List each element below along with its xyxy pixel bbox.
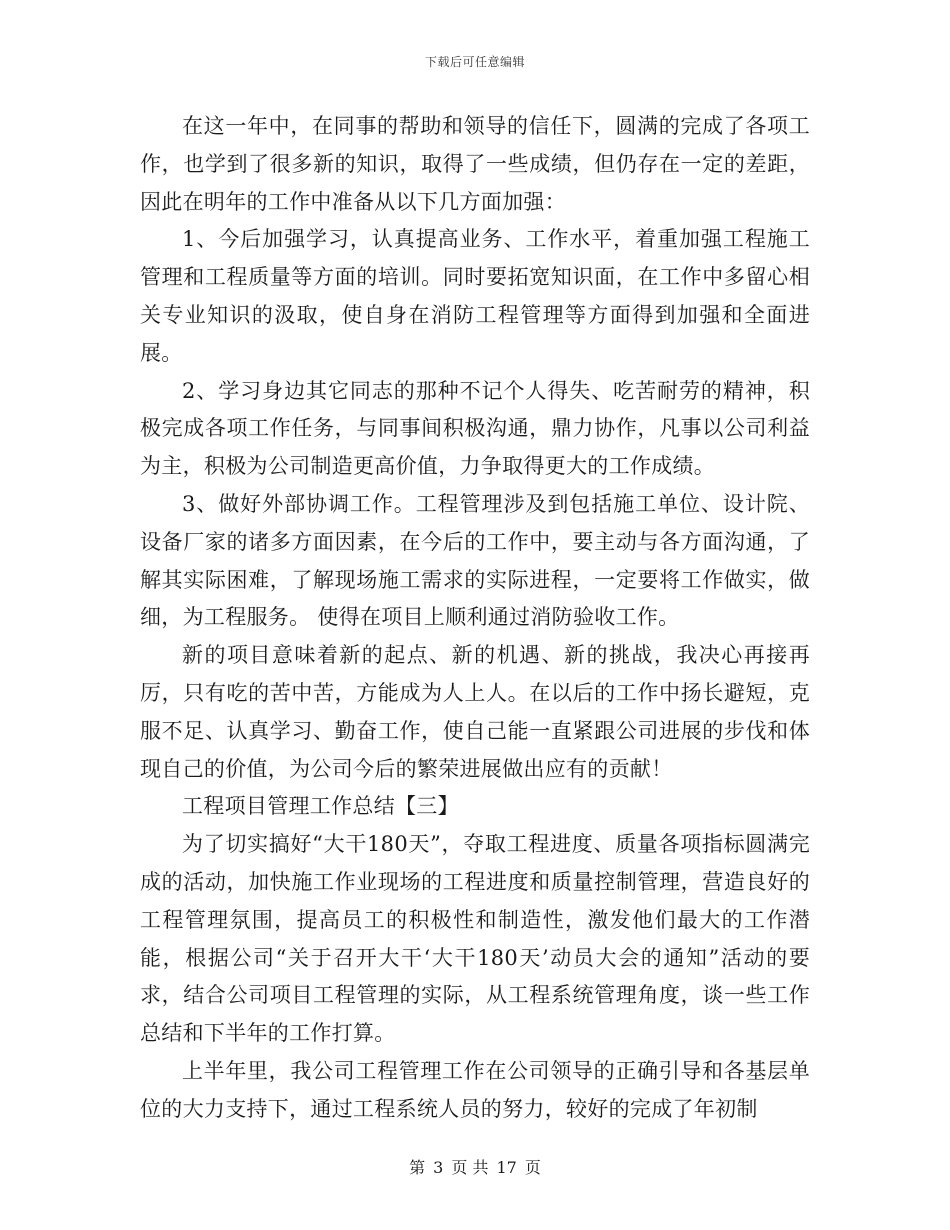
section-heading: 工程项目管理工作总结【三】 [182, 794, 459, 819]
total-pages-number: 17 [496, 1158, 517, 1177]
paragraph-intro: 在这一年中，在同事的帮助和领导的信任下，圆满的完成了各项工作，也学到了很多新的知识，取得了一些成绩，但仍存在一定的差距，因此在明年的工作中准备从以下几方面加强： [140, 114, 810, 214]
paragraph-first-half: 上半年里，我公司工程管理工作在公司领导的正确引导和各基层单位的大力支持下，通过工程系统人员的努力，较好的完成了年初制 [140, 1058, 810, 1121]
current-page-number: 3 [433, 1158, 444, 1177]
page-label-mid: 页 共 [451, 1158, 489, 1177]
paragraph-resolution: 新的项目意味着新的起点、新的机遇、新的挑战，我决心再接再厉，只有吃的苦中苦，方能成为人上人。在以后的工作中扬长避短，克服不足、认真学习、勤奋工作，使自己能一直紧跟公司进展的步伐和体现自己的价值，为公司今后的繁荣进展做出应有的贡献！ [140, 643, 810, 781]
paragraph-campaign: 为了切实搞好“大干180天”，夺取工程进度、质量各项指标圆满完成的活动，加快施工作业现场的工程进度和质量控制管理，营造良好的工程管理氛围，提高员工的积极性和制造性，激发他们最大的工作潜能，根据公司“关于召开大干‘大干180天’动员大会的通知”活动的要求，结合公司项目工程管理的实际，从工程系统管理角度，谈一些工作总结和下半年的工作打算。 [140, 832, 810, 1046]
page-label-prefix: 第 [409, 1158, 426, 1177]
page-number-footer [0, 1155, 950, 1178]
paragraph-item-2: 2、学习身边其它同志的那种不记个人得失、吃苦耐劳的精神，积极完成各项工作任务，与同事间积极沟通，鼎力协作，凡事以公司利益为主，积极为公司制造更高价值，力争取得更大的工作成绩。 [140, 378, 810, 479]
paragraph-item-3: 3、做好外部协调工作。工程管理涉及到包括施工单位、设计院、设备厂家的诸多方面因素，在今后的工作中，要主动与各方面沟通，了解其实际困难，了解现场施工需求的实际进程，一定要将工作做实，做细，为工程服务。 使得在项目上顺利通过消防验收工作。 [140, 491, 810, 630]
document-body [140, 108, 810, 1129]
page-header-note: 下载后可任意编辑 [424, 55, 525, 69]
page-label-suffix: 页 [524, 1158, 541, 1177]
paragraph-item-1: 1、今后加强学习，认真提高业务、工作水平，着重加强工程施工管理和工程质量等方面的培训。同时要拓宽知识面，在工作中多留心相关专业知识的汲取，使自身在消防工程管理等方面得到加强和全面进展。 [140, 227, 810, 365]
